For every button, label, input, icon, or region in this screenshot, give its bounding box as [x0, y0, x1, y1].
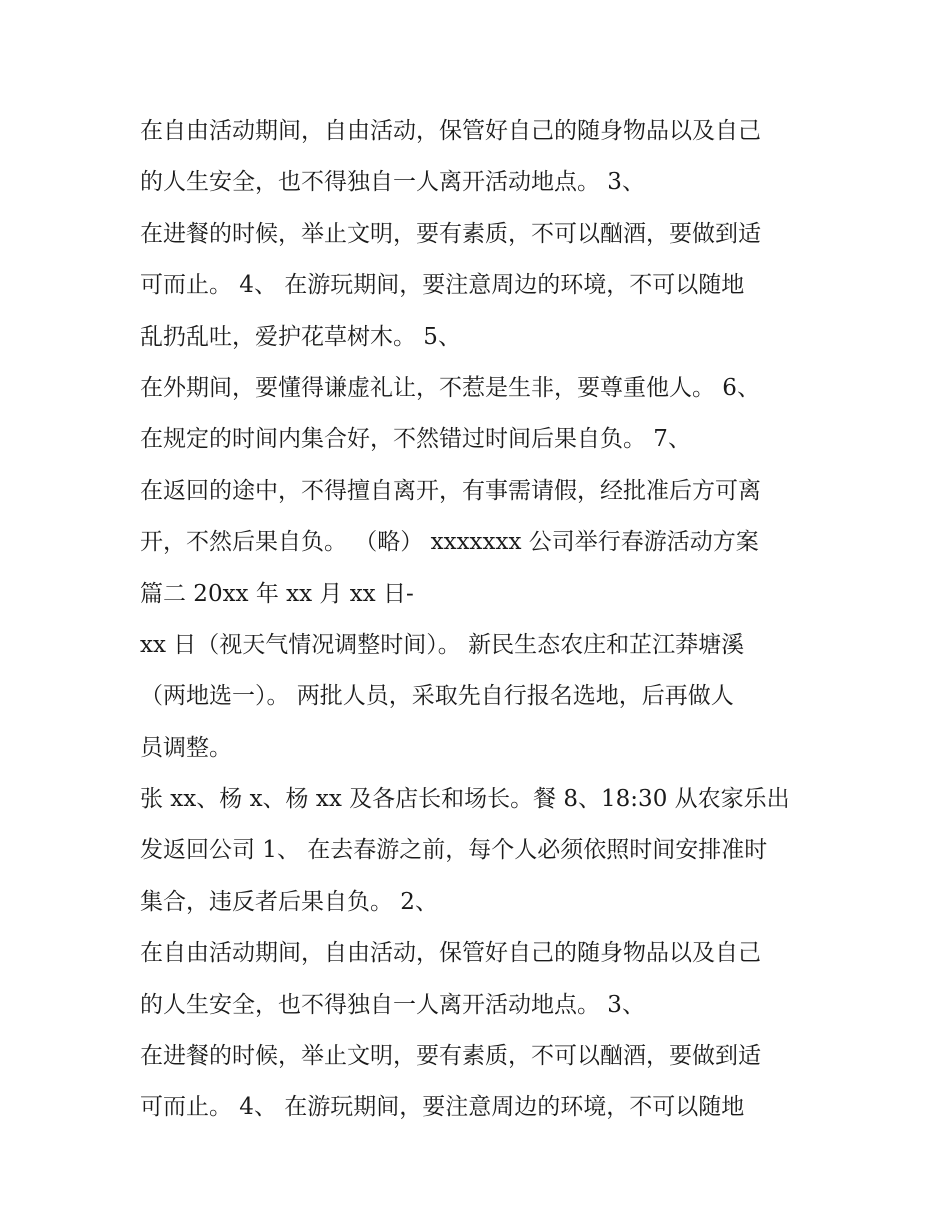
text-line: 在外期间，要懂得谦虚礼让，不惹是生非，要尊重他人。 6、: [140, 374, 760, 401]
text-line: 篇二 20xx 年 xx 月 xx 日-: [140, 580, 414, 607]
text-line: 开，不然后果自负。 （略） xxxxxxx 公司举行春游活动方案: [140, 529, 759, 556]
text-line: （两地选一）。 两批人员，采取先自行报名选地，后再做人: [140, 683, 734, 710]
text-line: 集合，违反者后果自负。 2、: [140, 888, 438, 915]
text-line: 在自由活动期间，自由活动，保管好自己的随身物品以及自己: [140, 118, 761, 144]
text-line: 在规定的时间内集合好，不然错过时间后果自负。 7、: [140, 426, 691, 453]
text-line: 在返回的途中，不得擅自离开，有事需请假，经批准后方可离: [140, 477, 761, 504]
text-line: 在自由活动期间，自由活动，保管好自己的随身物品以及自己: [140, 940, 761, 967]
text-line: 张 xx、杨 x、杨 xx 及各店长和场长。餐 8、18:30 从农家乐出: [140, 786, 790, 813]
text-line: 在进餐的时候，举止文明，要有素质，不可以酗酒，要做到适: [140, 1043, 761, 1070]
text-line: 可而止。 4、 在游玩期间，要注意周边的环境，不可以随地: [140, 1094, 745, 1121]
text-line: 员调整。: [140, 734, 232, 761]
text-line: 可而止。 4、 在游玩期间，要注意周边的环境，不可以随地: [140, 272, 745, 299]
text-line: 的人生安全，也不得独自一人离开活动地点。 3、: [140, 991, 645, 1018]
text-line: xx 日（视天气情况调整时间）。 新民生态农庄和芷江莽塘溪: [140, 631, 745, 658]
text-line: 在进餐的时候，举止文明，要有素质，不可以酗酒，要做到适: [140, 220, 761, 247]
text-line: 乱扔乱吐，爱护花草树木。 5、: [140, 323, 461, 350]
text-line: 的人生安全，也不得独自一人离开活动地点。 3、: [140, 169, 645, 196]
document-body: [140, 106, 830, 1134]
text-line: 发返回公司 1、 在去春游之前，每个人必须依照时间安排准时: [140, 837, 768, 864]
